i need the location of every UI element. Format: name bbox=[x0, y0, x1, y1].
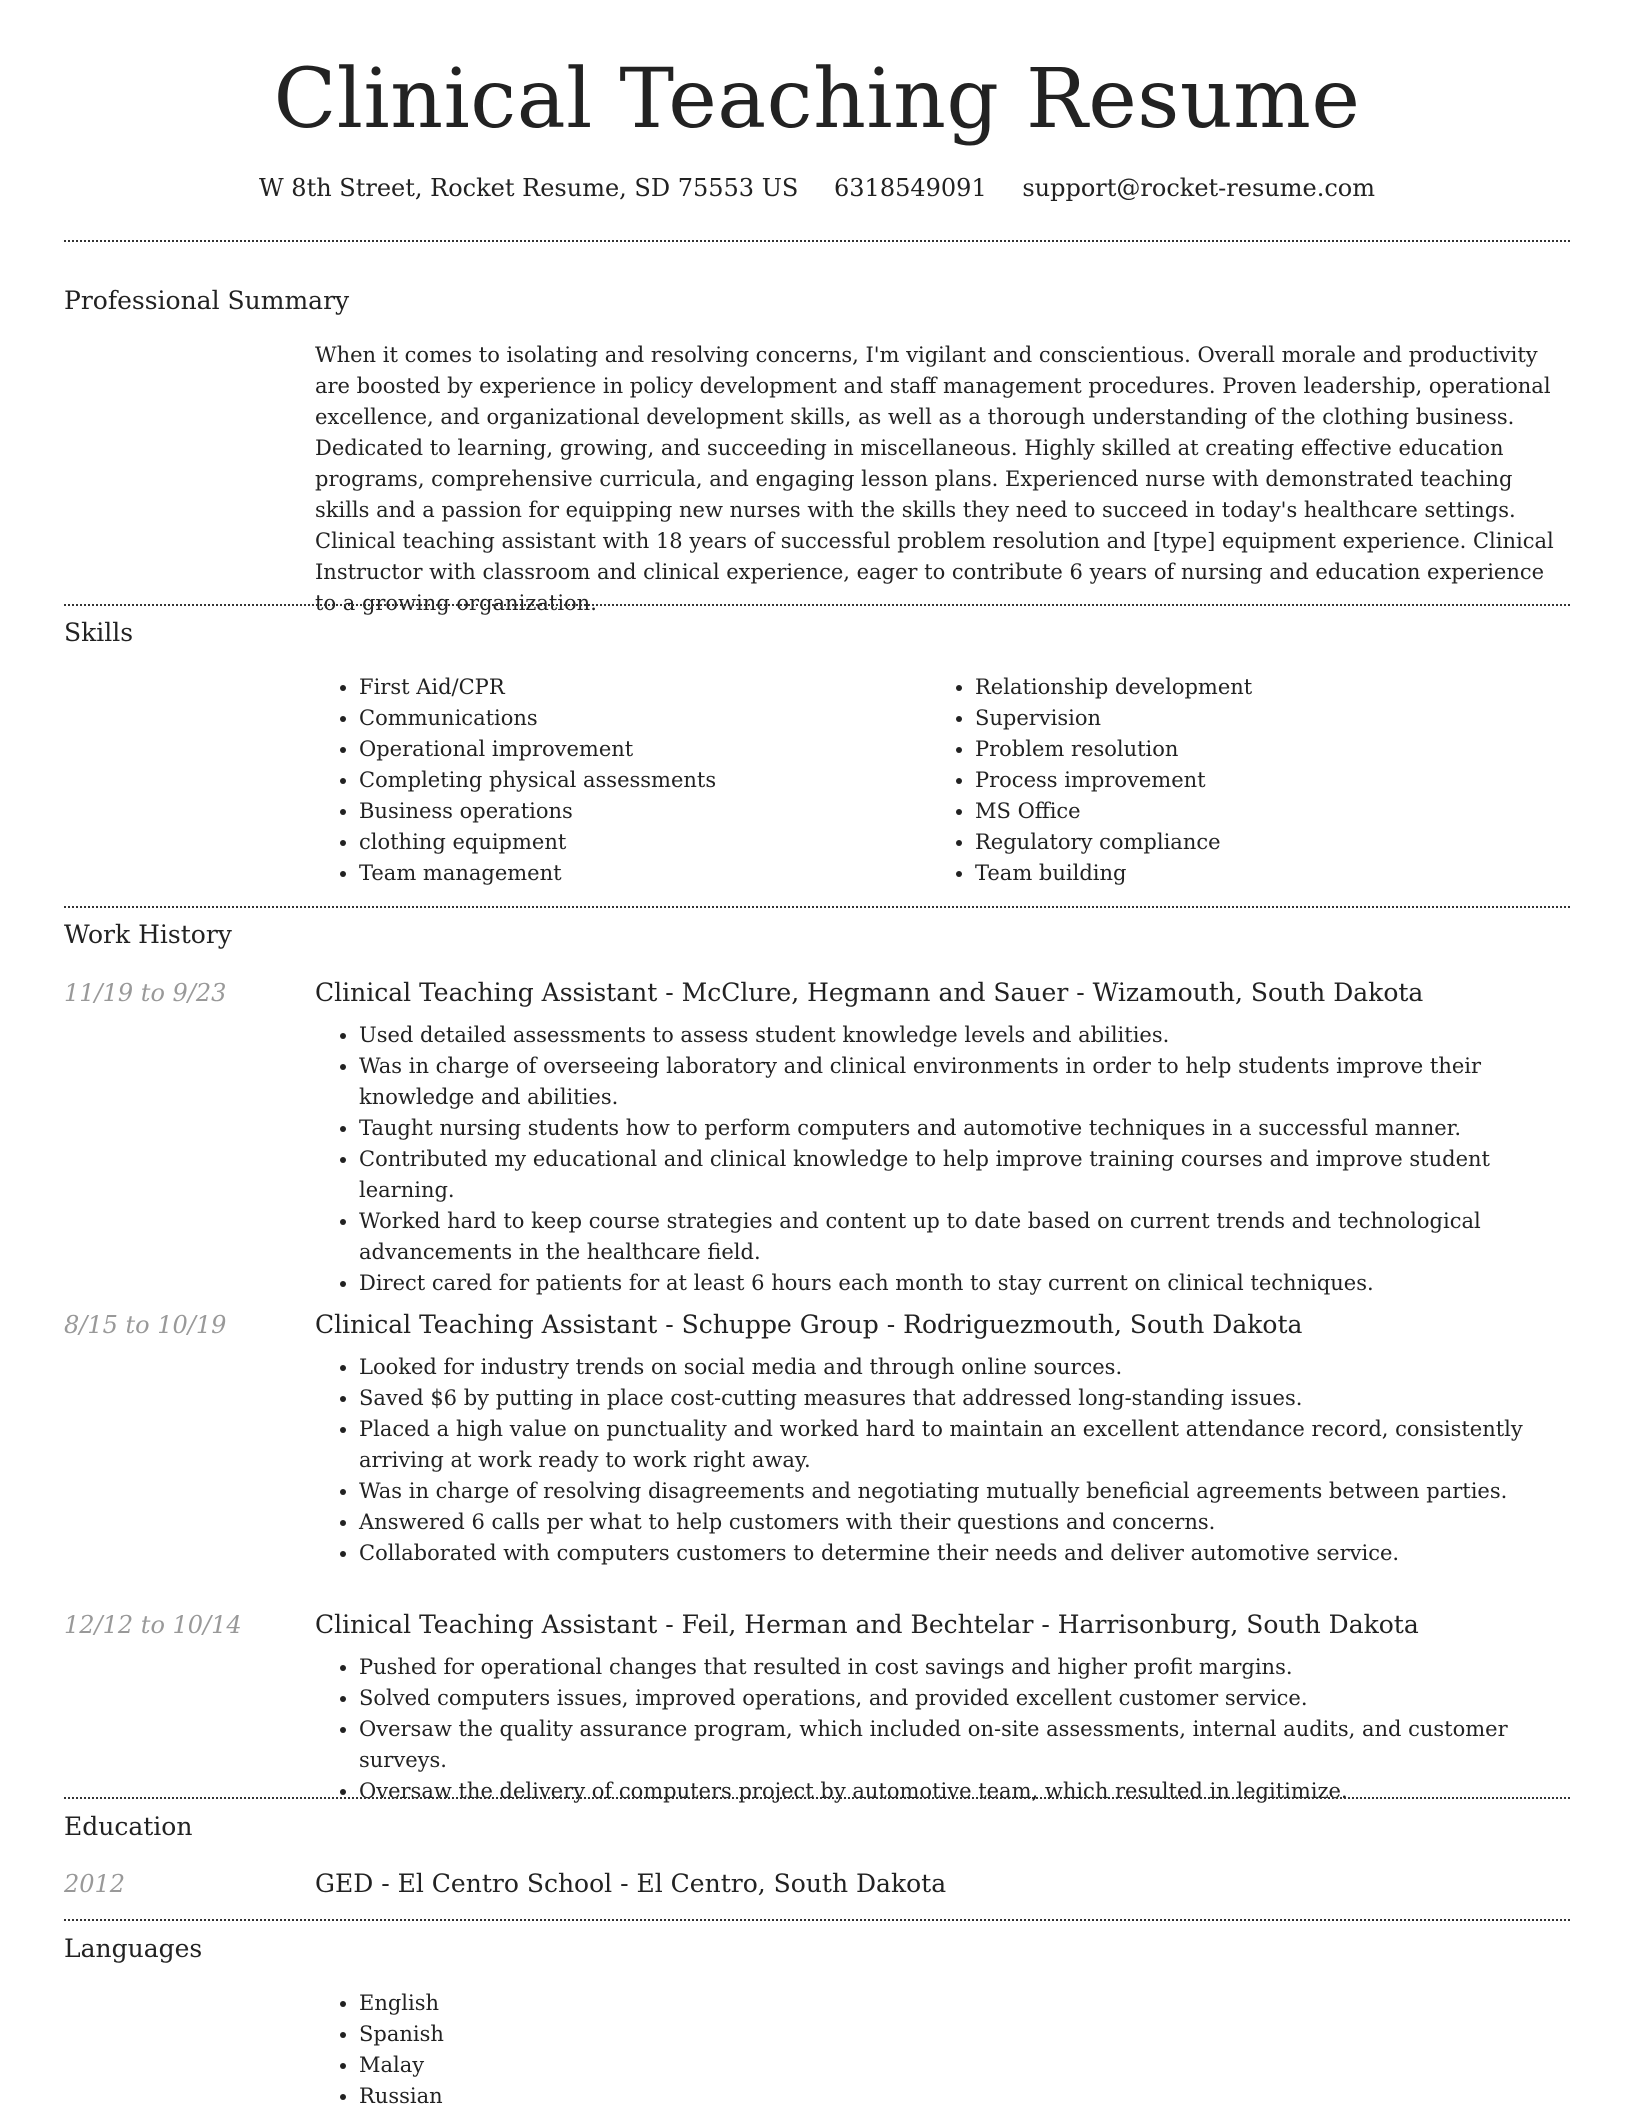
job-title: Clinical Teaching Assistant - Feil, Herman and Bechtelar - Harrisonburg, South Dakota bbox=[315, 1610, 1419, 1639]
divider bbox=[64, 604, 1570, 606]
contact-address: W 8th Street, Rocket Resume, SD 75553 US bbox=[259, 174, 799, 202]
job-bullet: • Taught nursing students how to perform computers and automotive techniques in a successful manner. bbox=[359, 1113, 1570, 1144]
education-heading: Education bbox=[64, 1812, 193, 1841]
education-title: GED - El Centro School - El Centro, South Dakota bbox=[315, 1869, 947, 1898]
job-bullet: • Was in charge of overseeing laboratory and clinical environments in order to help students improve their knowledge and abilities. bbox=[359, 1051, 1570, 1113]
job-bullet: • Worked hard to keep course strategies and content up to date based on current trends and technological advancements in the healthcare field. bbox=[359, 1206, 1570, 1268]
job-bullet: • Direct cared for patients for at least 6 hours each month to stay current on clinical techniques. bbox=[359, 1268, 1570, 1299]
job-bullet: • Saved $6 by putting in place cost-cutting measures that addressed long-standing issues. bbox=[359, 1383, 1570, 1414]
summary-section bbox=[315, 340, 1570, 619]
job-bullet: • Oversaw the quality assurance program, which included on-site assessments, internal audits, and customer surveys. bbox=[359, 1714, 1570, 1776]
resume-title: Clinical Teaching Resume bbox=[273, 52, 1361, 147]
skills-heading: Skills bbox=[64, 618, 134, 647]
skill-item: • Business operations bbox=[359, 796, 931, 827]
divider bbox=[64, 1919, 1570, 1921]
skills-column-left bbox=[315, 672, 931, 889]
language-item: • Russian bbox=[359, 2081, 1570, 2112]
skill-item: • clothing equipment bbox=[359, 827, 931, 858]
contact-email: support@rocket-resume.com bbox=[1022, 174, 1375, 202]
job-title: Clinical Teaching Assistant - McClure, Hegmann and Sauer - Wizamouth, South Dakota bbox=[315, 978, 1424, 1007]
summary-text: When it comes to isolating and resolving concerns, I'm vigilant and conscientious. Overall morale and productivity are boosted by experience in policy development and staff management procedures. Proven leadership, operational excellence, and organizational development skills, as well as a thorough understanding of the clothing business. Dedicated to learning, growing, and succeeding in miscellaneous. Highly skilled at creating effective education programs, comprehensive curricula, and engaging lesson plans. Experienced nurse with demonstrated teaching skills and a passion for equipping new nurses with the skills they need to succeed in today's healthcare settings. Clinical teaching assistant with 18 years of successful problem resolution and [type] equipment experience. Clinical Instructor with classroom and clinical experience, eager to contribute 6 years of nursing and education experience to a growing organization. bbox=[315, 343, 1554, 615]
job-bullet: • Used detailed assessments to assess student knowledge levels and abilities. bbox=[359, 1020, 1570, 1051]
divider bbox=[64, 240, 1570, 242]
skill-item: • Completing physical assessments bbox=[359, 765, 931, 796]
education-year: 2012 bbox=[64, 1870, 126, 1898]
job-bullet: • Contributed my educational and clinical knowledge to help improve training courses and improve student learning. bbox=[359, 1144, 1570, 1206]
skill-item: • First Aid/CPR bbox=[359, 672, 931, 703]
skill-item: • Team building bbox=[975, 858, 1547, 889]
job-dates: 11/19 to 9/23 bbox=[64, 979, 227, 1007]
language-item: • Spanish bbox=[359, 2019, 1570, 2050]
job-dates: 12/12 to 10/14 bbox=[64, 1611, 242, 1639]
skill-item: • Problem resolution bbox=[975, 734, 1547, 765]
job-bullet: • Collaborated with computers customers to determine their needs and deliver automotive service. bbox=[359, 1538, 1570, 1569]
job-bullet: • Solved computers issues, improved operations, and provided excellent customer service. bbox=[359, 1683, 1570, 1714]
job-bullet: • Was in charge of resolving disagreements and negotiating mutually beneficial agreements between parties. bbox=[359, 1476, 1570, 1507]
skills-list bbox=[315, 672, 1570, 889]
skill-item: • Relationship development bbox=[975, 672, 1547, 703]
contact-line bbox=[64, 170, 1570, 206]
languages-list bbox=[315, 1988, 1570, 2112]
skills-column-right bbox=[931, 672, 1547, 889]
summary-heading: Professional Summary bbox=[64, 286, 350, 315]
skill-item: • Team management bbox=[359, 858, 931, 889]
languages-heading: Languages bbox=[64, 1934, 203, 1963]
contact-phone: 6318549091 bbox=[834, 174, 987, 202]
skill-item: • Communications bbox=[359, 703, 931, 734]
work-history-heading: Work History bbox=[64, 920, 232, 949]
language-item: • Malay bbox=[359, 2050, 1570, 2081]
skill-item: • Operational improvement bbox=[359, 734, 931, 765]
divider bbox=[64, 1797, 1570, 1799]
job-title: Clinical Teaching Assistant - Schuppe Group - Rodriguezmouth, South Dakota bbox=[315, 1310, 1303, 1339]
skill-item: • MS Office bbox=[975, 796, 1547, 827]
job-bullet: • Answered 6 calls per what to help customers with their questions and concerns. bbox=[359, 1507, 1570, 1538]
job-bullet: • Oversaw the delivery of computers project by automotive team, which resulted in legitimize. bbox=[359, 1776, 1570, 1807]
job-entry bbox=[315, 1308, 1570, 1569]
job-entry bbox=[315, 1608, 1570, 1807]
education-entry bbox=[315, 1867, 1570, 1901]
job-bullet: • Looked for industry trends on social media and through online sources. bbox=[359, 1352, 1570, 1383]
job-entry bbox=[315, 976, 1570, 1299]
divider bbox=[64, 906, 1570, 908]
skill-item: • Process improvement bbox=[975, 765, 1547, 796]
language-item: • English bbox=[359, 1988, 1570, 2019]
job-dates: 8/15 to 10/19 bbox=[64, 1311, 227, 1339]
skill-item: • Supervision bbox=[975, 703, 1547, 734]
skill-item: • Regulatory compliance bbox=[975, 827, 1547, 858]
job-bullet: • Pushed for operational changes that resulted in cost savings and higher profit margins. bbox=[359, 1652, 1570, 1683]
job-bullet: • Placed a high value on punctuality and worked hard to maintain an excellent attendance record, consistently arriving at work ready to work right away. bbox=[359, 1414, 1570, 1476]
